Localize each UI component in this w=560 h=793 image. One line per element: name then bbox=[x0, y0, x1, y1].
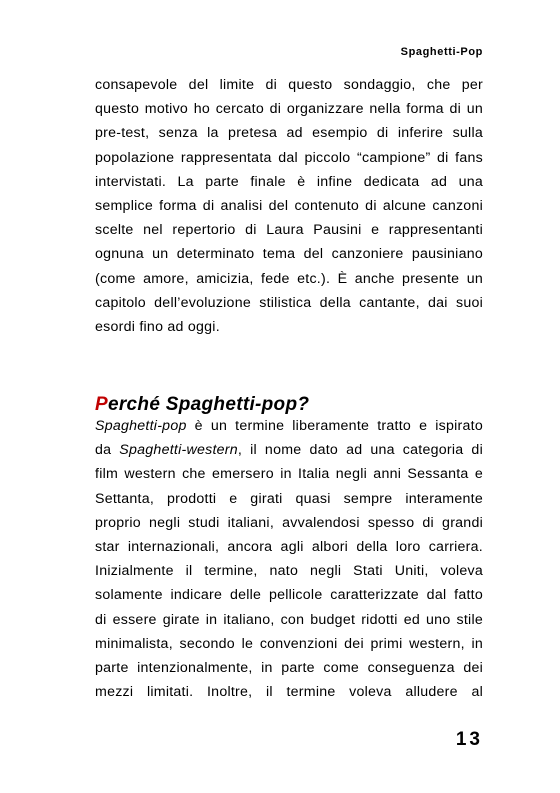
text-line: Spaghetti-pop è un termine liberamente tratto e ispirato bbox=[95, 418, 483, 434]
text-line: film western che emersero in Italia negli anni Sessanta e bbox=[95, 466, 483, 483]
text-line: capitolo dell’evoluzione stilistica della cantante, dai suoi bbox=[95, 294, 483, 311]
text-line: (come amore, amicizia, fede etc.). È anche presente un bbox=[95, 270, 483, 287]
heading-text: erché Spaghetti-pop? bbox=[107, 394, 310, 415]
text-line: parte intenzionalmente, in parte come conseguenza dei bbox=[95, 659, 483, 676]
emphasis-term: Spaghetti-pop bbox=[95, 418, 187, 434]
emphasis-term: Spaghetti-western bbox=[119, 442, 238, 459]
text-line: esordi fino ad oggi. bbox=[95, 318, 220, 335]
text-line: ognuna un determinato tema del canzoniere pausiniano bbox=[95, 246, 483, 263]
text-line: da Spaghetti-western, il nome dato ad una categoria di bbox=[95, 442, 483, 459]
text-line: proprio negli studi italiani, avvalendosi spesso di grandi bbox=[95, 514, 483, 531]
text-line: questo motivo ho cercato di organizzare nella forma di un bbox=[95, 101, 483, 118]
text-line: semplice forma di analisi del contenuto di alcune canzoni bbox=[95, 197, 483, 214]
text-line: Settanta, prodotti e girati quasi sempre interamente bbox=[95, 490, 483, 507]
section-heading bbox=[95, 394, 309, 416]
text-line: di essere girate in italiano, con budget ridotti ed uno stile bbox=[95, 611, 483, 628]
text-line: intervistati. La parte finale è infine dedicata ad una bbox=[95, 173, 483, 190]
text-line: solamente indicare delle pellicole caratterizzate dal fatto bbox=[95, 587, 483, 604]
text-line: star internazionali, ancora agli albori della loro carriera. bbox=[95, 538, 483, 555]
intro-paragraph bbox=[95, 73, 483, 339]
text-line: popolazione rappresentata dal piccolo “campione” di fans bbox=[95, 149, 483, 166]
text-line: pre-test, senza la pretesa ad esempio di inferire sulla bbox=[95, 125, 483, 142]
text-line: minimalista, secondo le convenzioni dei primi western, in bbox=[95, 635, 483, 652]
page-number: 13 bbox=[455, 729, 483, 750]
text-line: Inizialmente il termine, nato negli Stati Uniti, voleva bbox=[95, 563, 483, 580]
text-line: consapevole del limite di questo sondaggio, che per bbox=[95, 77, 483, 93]
text-line: mezzi limitati. Inoltre, il termine voleva alludere al bbox=[95, 684, 483, 701]
running-header: Spaghetti-Pop bbox=[400, 46, 483, 58]
heading-initial: P bbox=[95, 394, 108, 415]
section-paragraph bbox=[95, 414, 483, 704]
text-line: scelte nel repertorio di Laura Pausini e rappresentanti bbox=[95, 222, 483, 239]
